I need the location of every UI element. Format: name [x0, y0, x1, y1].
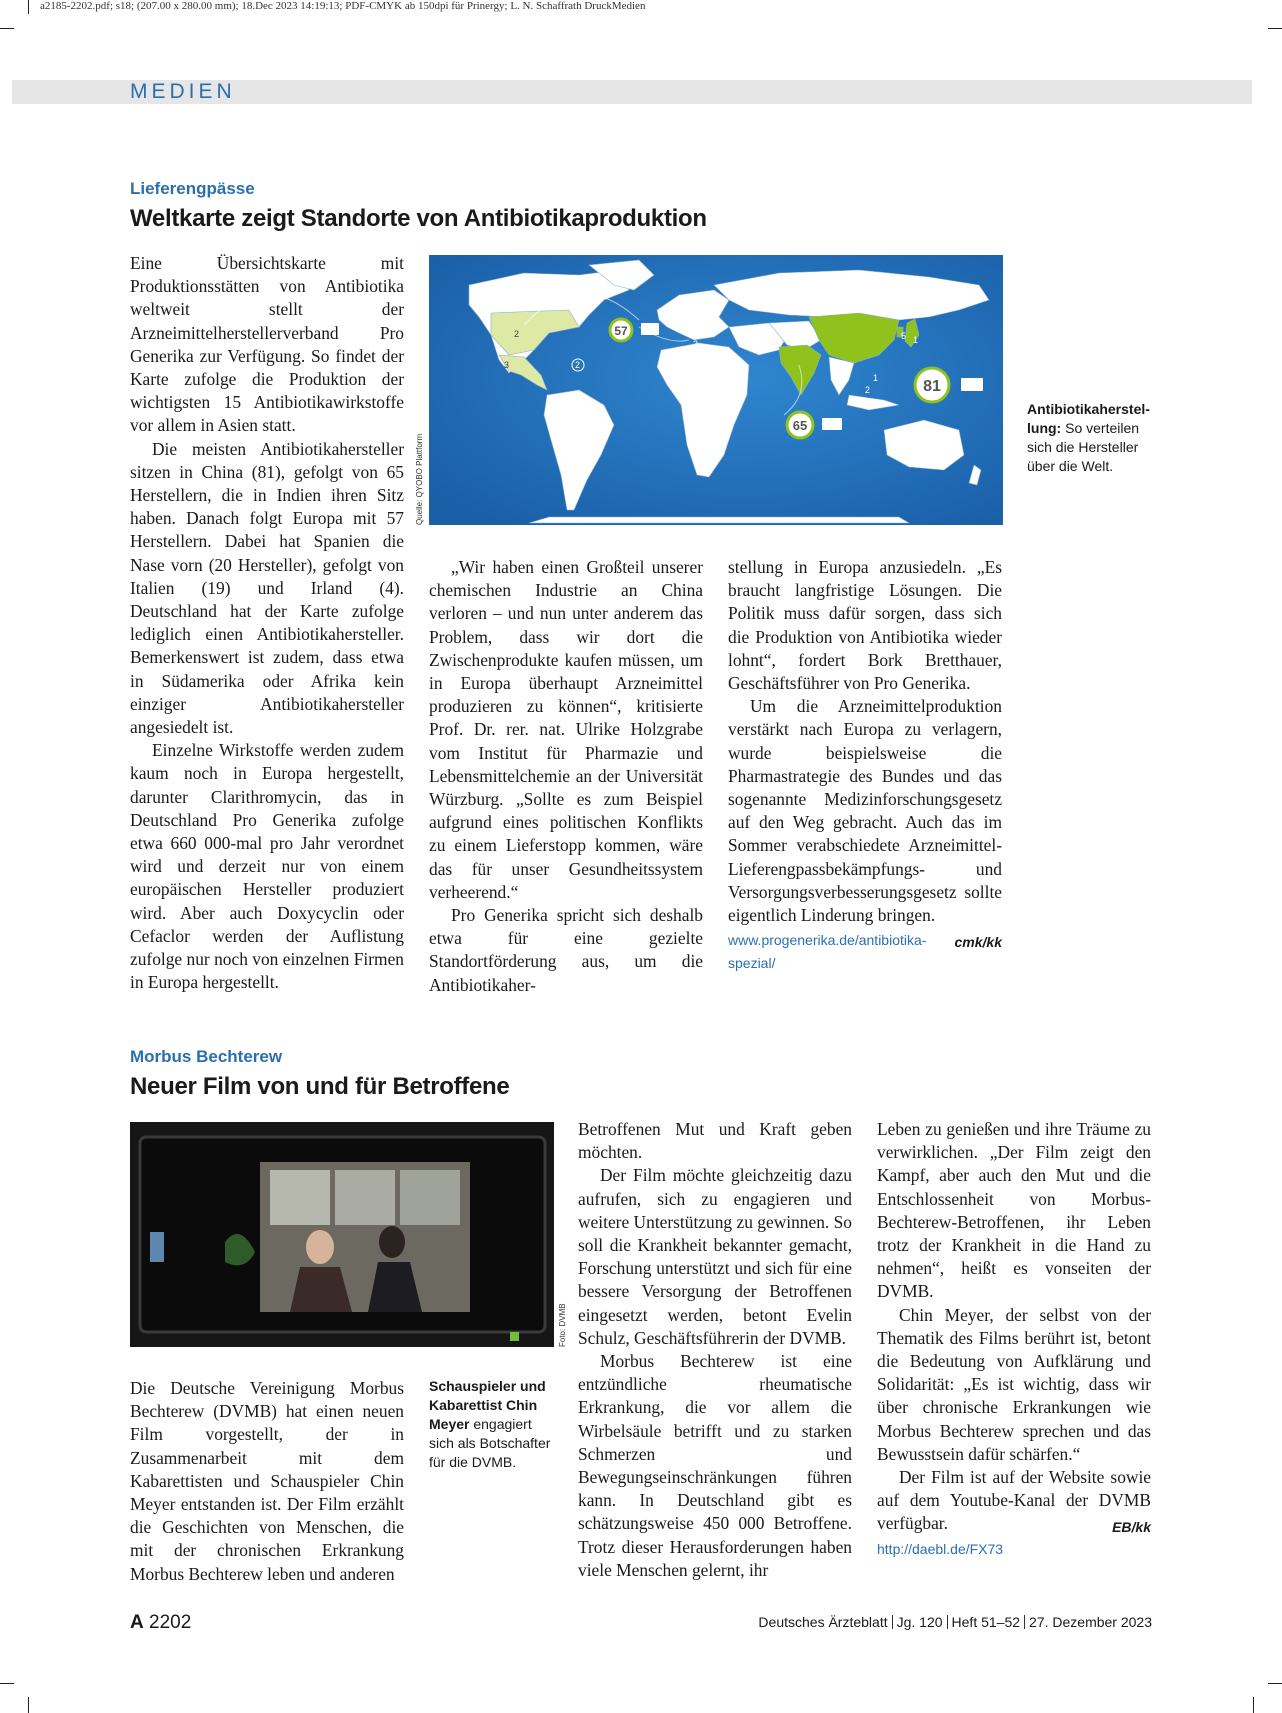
paragraph: Morbus Bechterew ist eine entzündliche rheumatische Erkrankung, die vor allem die Wirbelsäule betrifft und zu starken Schmerzen und Bewegungseinschränkungen führen kann. In Deutschland gibt es schätzungsweise 450 000 Betroffene. Trotz dieser Herausforderungen haben viele Menschen gelernt, ihr — [578, 1351, 852, 1580]
map-count-usa: 2 — [514, 329, 520, 339]
article1-link[interactable]: www.progenerika.de/antibiotika-spezial/ — [728, 932, 927, 972]
article2-column-3 — [877, 1118, 1151, 1561]
paragraph: Eine Übersichtskarte mit Produktionsstätten von Antibiotika weltweit stellt der Arzneimittelherstellerverband Pro Generika zur Verfügung. So findet der Karte zufolge die Produktion der wichtigsten 15 Antibiotikawirkstoffe vor allem in Asien statt. — [130, 253, 404, 436]
paragraph: Die meisten Antibiotikahersteller sitzen in China (81), gefolgt von 65 Herstellern, die in Indien ihren Sitz haben. Danach folgt Europa mit 57 Herstellern. Dabei hat Spanien die Nase vorn (20 Hersteller), gefolgt von Italien (19) und Irland (4). Deutschland hat der Karte zufolge lediglich einen Antibiotikahersteller. Bemerkenswert ist zudem, dass etwa in Südamerika oder Afrika kein einziger Antibiotikahersteller angesiedelt ist. — [130, 438, 404, 738]
article1-headline: Weltkarte zeigt Standorte von Antibiotikaproduktion — [130, 205, 707, 232]
separator — [947, 1615, 948, 1629]
article1-kicker: Lieferengpässe — [130, 179, 255, 198]
map-count-india: 65 — [792, 418, 808, 433]
page-number-value: 2202 — [149, 1612, 192, 1633]
article2-link[interactable]: http://daebl.de/FX73 — [877, 1540, 1004, 1557]
crop-mark — [0, 1683, 14, 1684]
crop-mark — [28, 0, 29, 14]
map-count-europe-small: 3 — [693, 339, 699, 349]
issue: Heft 51–52 — [951, 1614, 1021, 1630]
world-map — [429, 255, 1003, 525]
paragraph: Pro Generika spricht sich deshalb etwa für eine gezielte Standortförderung aus, um die Antibiotikaher- — [429, 905, 703, 995]
paragraph: Der Film möchte gleichzeitig dazu aufrufen, sich zu engagieren und weitere Unterstützung zu gewinnen. So soll die Krankheit bekannter gemacht, Forschung unterstützt und sich für eine bessere Versorgung der Betroffenen eingesetzt werden, betont Evelin Schulz, Geschäftsführerin der DVMB. — [578, 1165, 852, 1348]
crop-mark — [28, 1697, 29, 1713]
map-count-korea: 1 — [913, 335, 919, 345]
film-still — [130, 1122, 554, 1347]
article2-headline: Neuer Film von und für Betroffene — [130, 1073, 510, 1100]
article1-column-2 — [429, 556, 703, 997]
photo-credit: Foto: DVMB — [558, 1303, 567, 1347]
map-count-mexico: 3 — [504, 360, 510, 370]
paragraph: Einzelne Wirkstoffe werden zudem kaum noch in Europa hergestellt, darunter Clarithromycin, das in Deutschland Pro Generika zufolge etwa 660 000-mal pro Jahr verordnet wird und derzeit nur von einem europäischen Hersteller produziert wird. Aber auch Doxycyclin oder Cefaclor werden der Auflistung zufolge nur noch von einzelnen Firmen in Europa hergestellt. — [130, 740, 404, 993]
paragraph — [728, 695, 1002, 951]
footer-journal-info — [758, 1614, 1152, 1630]
separator — [892, 1615, 893, 1629]
map-count-china: 81 — [923, 378, 941, 395]
world-map-figure — [429, 255, 1003, 525]
map-count-europe: 57 — [614, 324, 628, 338]
map-count-atlantic: 2 — [575, 360, 581, 370]
caption-text: engagiert sich als Botschafter für die DVMB. — [429, 1416, 551, 1470]
article2-column-2 — [578, 1118, 852, 1582]
map-count-japan: 5 — [901, 331, 907, 341]
page-prefix: A — [130, 1612, 144, 1633]
paragraph-text: Um die Arzneimittelproduktion verstärkt nach Europa zu verlagern, wurde beispielsweise die Pharmastrategie des Bundes und das sogenannte Medizinforschungsgesetz auf den Weg gebracht. Auch das im Sommer verabschiedete Arzneimittel-Lieferengpassbekämpfungs- und Versorgungsverbesserungsgesetz sollte eigentlich Linderung bringen. — [728, 696, 1002, 926]
separator — [1024, 1615, 1025, 1629]
caption-bold: Schauspieler und Kabarettist Chin Meyer — [429, 1378, 546, 1432]
article2-kicker: Morbus Bechterew — [130, 1047, 283, 1066]
article1-caption — [1027, 400, 1152, 476]
paragraph — [877, 1466, 1151, 1536]
paragraph: stellung in Europa anzusiedeln. „Es braucht langfristige Lösungen. Die Politik muss dafür sorgen, dass sich die Produktion von Antibiotika wieder lohnt“, fordert Bork Bretthauer, Geschäftsführer von Pro Generika. — [728, 557, 1002, 694]
map-count-taiwan: 1 — [873, 373, 879, 383]
section-label: MEDIEN — [130, 80, 236, 103]
factory-icon — [822, 418, 842, 430]
journal-name: Deutsches Ärzteblatt — [758, 1614, 888, 1630]
article1-column-3 — [728, 556, 1002, 976]
page-number — [130, 1612, 191, 1634]
article1-column-1 — [130, 252, 404, 995]
paragraph: Chin Meyer, der selbst von der Thematik des Films berührt ist, betont die Bedeutung von Aufklärung und Solidarität: „Es ist wichtig, dass wir über chronische Erkrankungen wie Morbus Bechterew sprechen und das Bewusstsein dafür schärfen.“ — [877, 1304, 1151, 1464]
paragraph: „Wir haben einen Großteil unserer chemischen Industrie an China verloren – und nun unter anderem das Problem, dass wir dort die Zwischenprodukte kaufen müssen, um in Europa überhaupt Arzneimittel produzieren zu können“, kritisierte Prof. Dr. rer. nat. Ulrike Holzgrabe vom Institut für Pharmazie und Lebensmittelchemie an der Universität Würzburg. „Sollte es zum Beispiel aufgrund eines politischen Konflikts zu einem Lieferstopp kommen, wäre das für unser Gesundheitssystem verheerend.“ — [429, 557, 703, 902]
article1-signature: cmk/kk — [954, 934, 1002, 951]
print-metadata: a2185-2202.pdf; s18; (207.00 x 280.00 mm); 18.Dec 2023 14:19:13; PDF-CMYK ab 150dpi für Prinergy; L. N. Schaffrath DruckMedien — [40, 0, 646, 12]
map-credit: Quelle: QYOBO Plattform — [415, 433, 424, 525]
paragraph: Leben zu genießen und ihre Träume zu verwirklichen. „Der Film zeigt den Kampf, aber auch den Mut und die Entschlossenheit von Morbus-Bechterew-Betroffenen, ihr Leben trotz der Krankheit in die Hand zu nehmen“, heißt es vonseiten der DVMB. — [877, 1119, 1151, 1302]
issue-date: 27. Dezember 2023 — [1029, 1614, 1152, 1630]
paragraph: Die Deutsche Vereinigung Morbus Bechterew (DVMB) hat einen neuen Film vorgestellt, der in Zusammenarbeit mit dem Kabarettisten und Schauspieler Chin Meyer entstanden ist. Der Film erzählt die Geschichten von Menschen, die mit der chronischen Erkrankung Morbus Bechterew leben und anderen — [130, 1378, 404, 1584]
factory-icon — [641, 323, 659, 335]
article2-column-1 — [130, 1377, 404, 1586]
crop-mark — [1268, 1683, 1282, 1684]
volume: Jg. 120 — [896, 1614, 943, 1630]
paragraph-text: Der Film ist auf der Website sowie auf dem Youtube-Kanal der DVMB verfügbar. — [877, 1467, 1151, 1534]
paragraph: Betroffenen Mut und Kraft geben möchten. — [578, 1119, 852, 1163]
article2-caption — [429, 1377, 557, 1472]
caption-text: So verteilen sich die Hersteller über die Welt. — [1027, 420, 1140, 474]
map-count-vietnam: 2 — [865, 385, 871, 395]
article2-photo — [130, 1122, 554, 1347]
crop-mark — [0, 28, 14, 29]
caption-bold: Antibiotikaherstel-lung: — [1027, 401, 1150, 436]
crop-mark — [1268, 28, 1282, 29]
crop-mark — [1253, 1697, 1254, 1713]
antarctica — [529, 517, 909, 523]
factory-icon — [961, 378, 983, 391]
article2-signature: EB/kk — [1112, 1519, 1151, 1536]
